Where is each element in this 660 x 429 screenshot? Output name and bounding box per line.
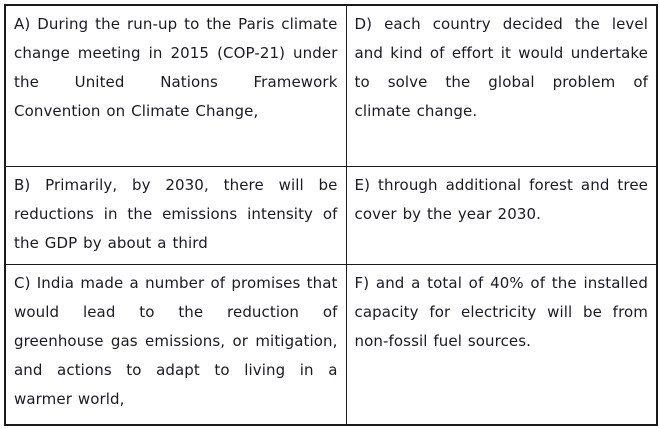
table-row (5, 264, 657, 425)
cell-option-c: C) India made a number of promises that would lead to the reduction of greenhouse gas emissions, or mitigation, and actions to adapt to living in a warmer world, (5, 264, 346, 425)
table-row (5, 5, 657, 166)
cell-option-a: A) During the run-up to the Paris climate change meeting in 2015 (COP-21) under the United Nations Framework Convention on Climate Change, (5, 5, 346, 166)
cell-option-d: D) each country decided the level and kind of effort it would undertake to solve the global problem of climate change. (346, 5, 657, 166)
cell-option-b: B) Primarily, by 2030, there will be reductions in the emissions intensity of the GDP by about a third (5, 166, 346, 264)
matching-table (4, 4, 658, 426)
cell-option-e: E) through additional forest and tree cover by the year 2030. (346, 166, 657, 264)
table-row (5, 166, 657, 264)
cell-option-f: F) and a total of 40% of the installed capacity for electricity will be from non-fossil fuel sources. (346, 264, 657, 425)
